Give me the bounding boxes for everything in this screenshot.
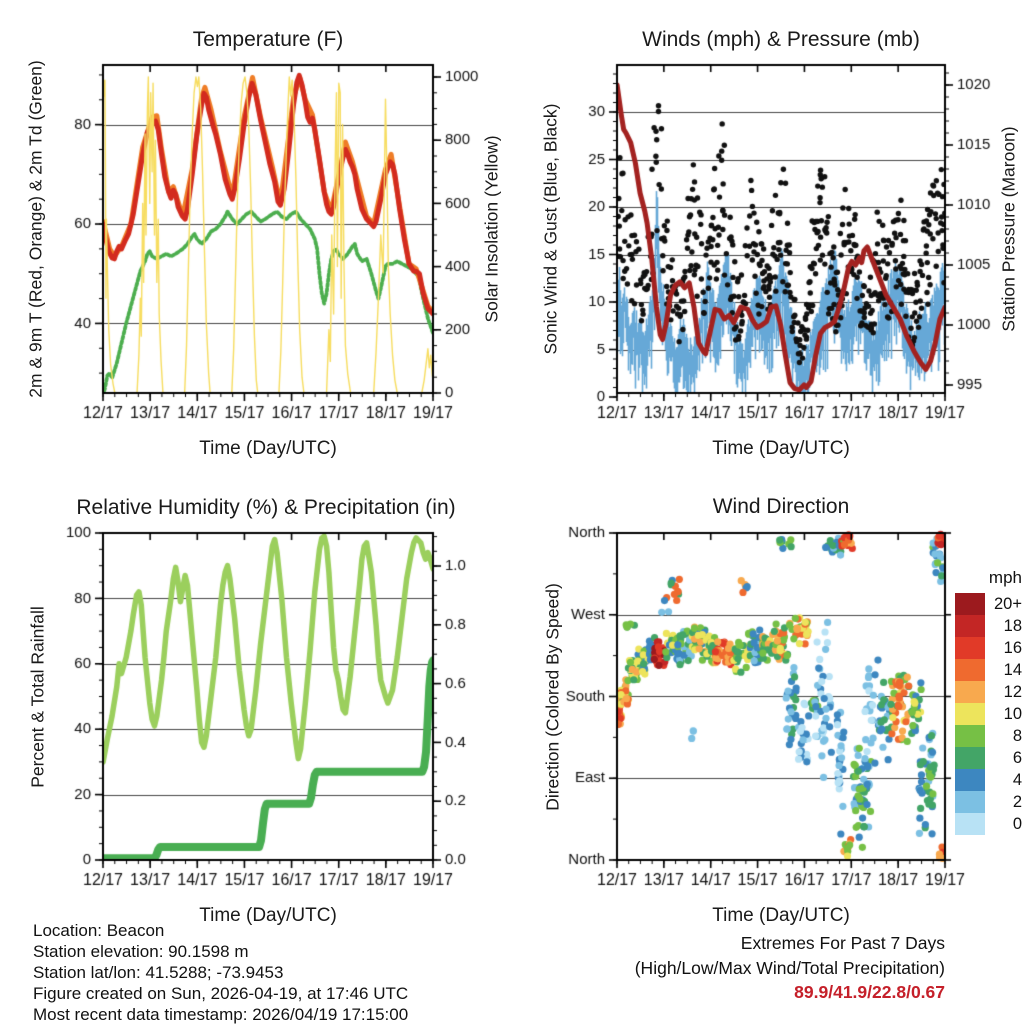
- wind-speed-legend: [955, 568, 1022, 835]
- extremes-subtitle: (High/Low/Max Wind/Total Precipitation): [634, 957, 945, 978]
- legend-speed-label: 2: [1012, 792, 1022, 811]
- legend-color-swatch: [955, 747, 985, 769]
- extremes-title: Extremes For Past 7 Days: [740, 933, 945, 953]
- legend-entry: [955, 791, 1022, 813]
- legend-color-swatch: [955, 615, 985, 637]
- legend-color-swatch: [955, 703, 985, 725]
- legend-speed-label: 18: [1003, 616, 1022, 635]
- legend-entry: [955, 659, 1022, 681]
- legend-speed-label: 20+: [994, 594, 1022, 613]
- legend-entry: [955, 593, 1022, 615]
- wind-speed-legend-rows: [955, 593, 1022, 835]
- station-location: Location: Beacon: [33, 921, 165, 940]
- legend-entry: [955, 747, 1022, 769]
- legend-entry: [955, 615, 1022, 637]
- legend-color-swatch: [955, 813, 985, 835]
- winds-pressure-chart-title: Winds (mph) & Pressure (mb): [642, 28, 920, 51]
- wind-gust-axis-label: Sonic Wind & Gust (Blue, Black): [540, 103, 561, 355]
- station-latlon: Station lat/lon: 41.5288; -73.9453: [33, 963, 284, 982]
- legend-speed-label: 12: [1003, 682, 1022, 701]
- legend-entry: [955, 725, 1022, 747]
- legend-entry: [955, 637, 1022, 659]
- legend-speed-label: 14: [1003, 660, 1022, 679]
- legend-color-swatch: [955, 725, 985, 747]
- legend-color-swatch: [955, 659, 985, 681]
- legend-entry: [955, 703, 1022, 725]
- legend-color-swatch: [955, 637, 985, 659]
- humidity-precip-chart-title: Relative Humidity (%) & Precipitation (in): [76, 496, 456, 519]
- most-recent-data-timestamp: Most recent data timestamp: 2026/04/19 17:15:00: [33, 1005, 409, 1024]
- wind-direction-chart-title: Wind Direction: [712, 495, 850, 518]
- legend-color-swatch: [955, 769, 985, 791]
- legend-entry: [955, 681, 1022, 703]
- figure-created-timestamp: Figure created on Sun, 2026-04-19, at 17:46 UTC: [33, 984, 409, 1003]
- station-info: [33, 920, 408, 1025]
- legend-speed-label: 4: [1012, 770, 1022, 789]
- legend-speed-label: 6: [1012, 748, 1022, 767]
- station-elevation: Station elevation: 90.1598 m: [33, 942, 249, 961]
- legend-entry: [955, 813, 1022, 835]
- temperature-left-axis-label: 2m & 9m T (Red, Orange) & 2m Td (Green): [25, 60, 46, 398]
- extremes-values: 89.9/41.9/22.8/0.67: [794, 982, 945, 1002]
- legend-color-swatch: [955, 791, 985, 813]
- legend-speed-label: 8: [1012, 726, 1022, 745]
- legend-speed-label: 10: [1003, 704, 1022, 723]
- legend-speed-label: 16: [1003, 638, 1022, 657]
- station-pressure-axis-label: Station Pressure (Maroon): [998, 126, 1019, 332]
- direction-axis-label: Direction (Colored By Speed): [542, 583, 563, 811]
- temperature-x-axis-label: Time (Day/UTC): [199, 438, 337, 459]
- winds-x-axis-label: Time (Day/UTC): [712, 438, 850, 459]
- wind-direction-x-axis-label: Time (Day/UTC): [712, 905, 850, 926]
- wind-speed-legend-title: mph: [988, 568, 1022, 587]
- legend-color-swatch: [955, 681, 985, 703]
- percent-rainfall-axis-label: Percent & Total Rainfall: [27, 606, 48, 788]
- legend-speed-label: 0: [1012, 814, 1022, 833]
- temperature-chart-title: Temperature (F): [192, 28, 344, 51]
- legend-color-swatch: [955, 593, 985, 615]
- extremes-summary: [635, 931, 945, 1005]
- solar-insolation-axis-label: Solar Insolation (Yellow): [481, 135, 502, 323]
- humidity-x-axis-label: Time (Day/UTC): [199, 905, 337, 926]
- legend-entry: [955, 769, 1022, 791]
